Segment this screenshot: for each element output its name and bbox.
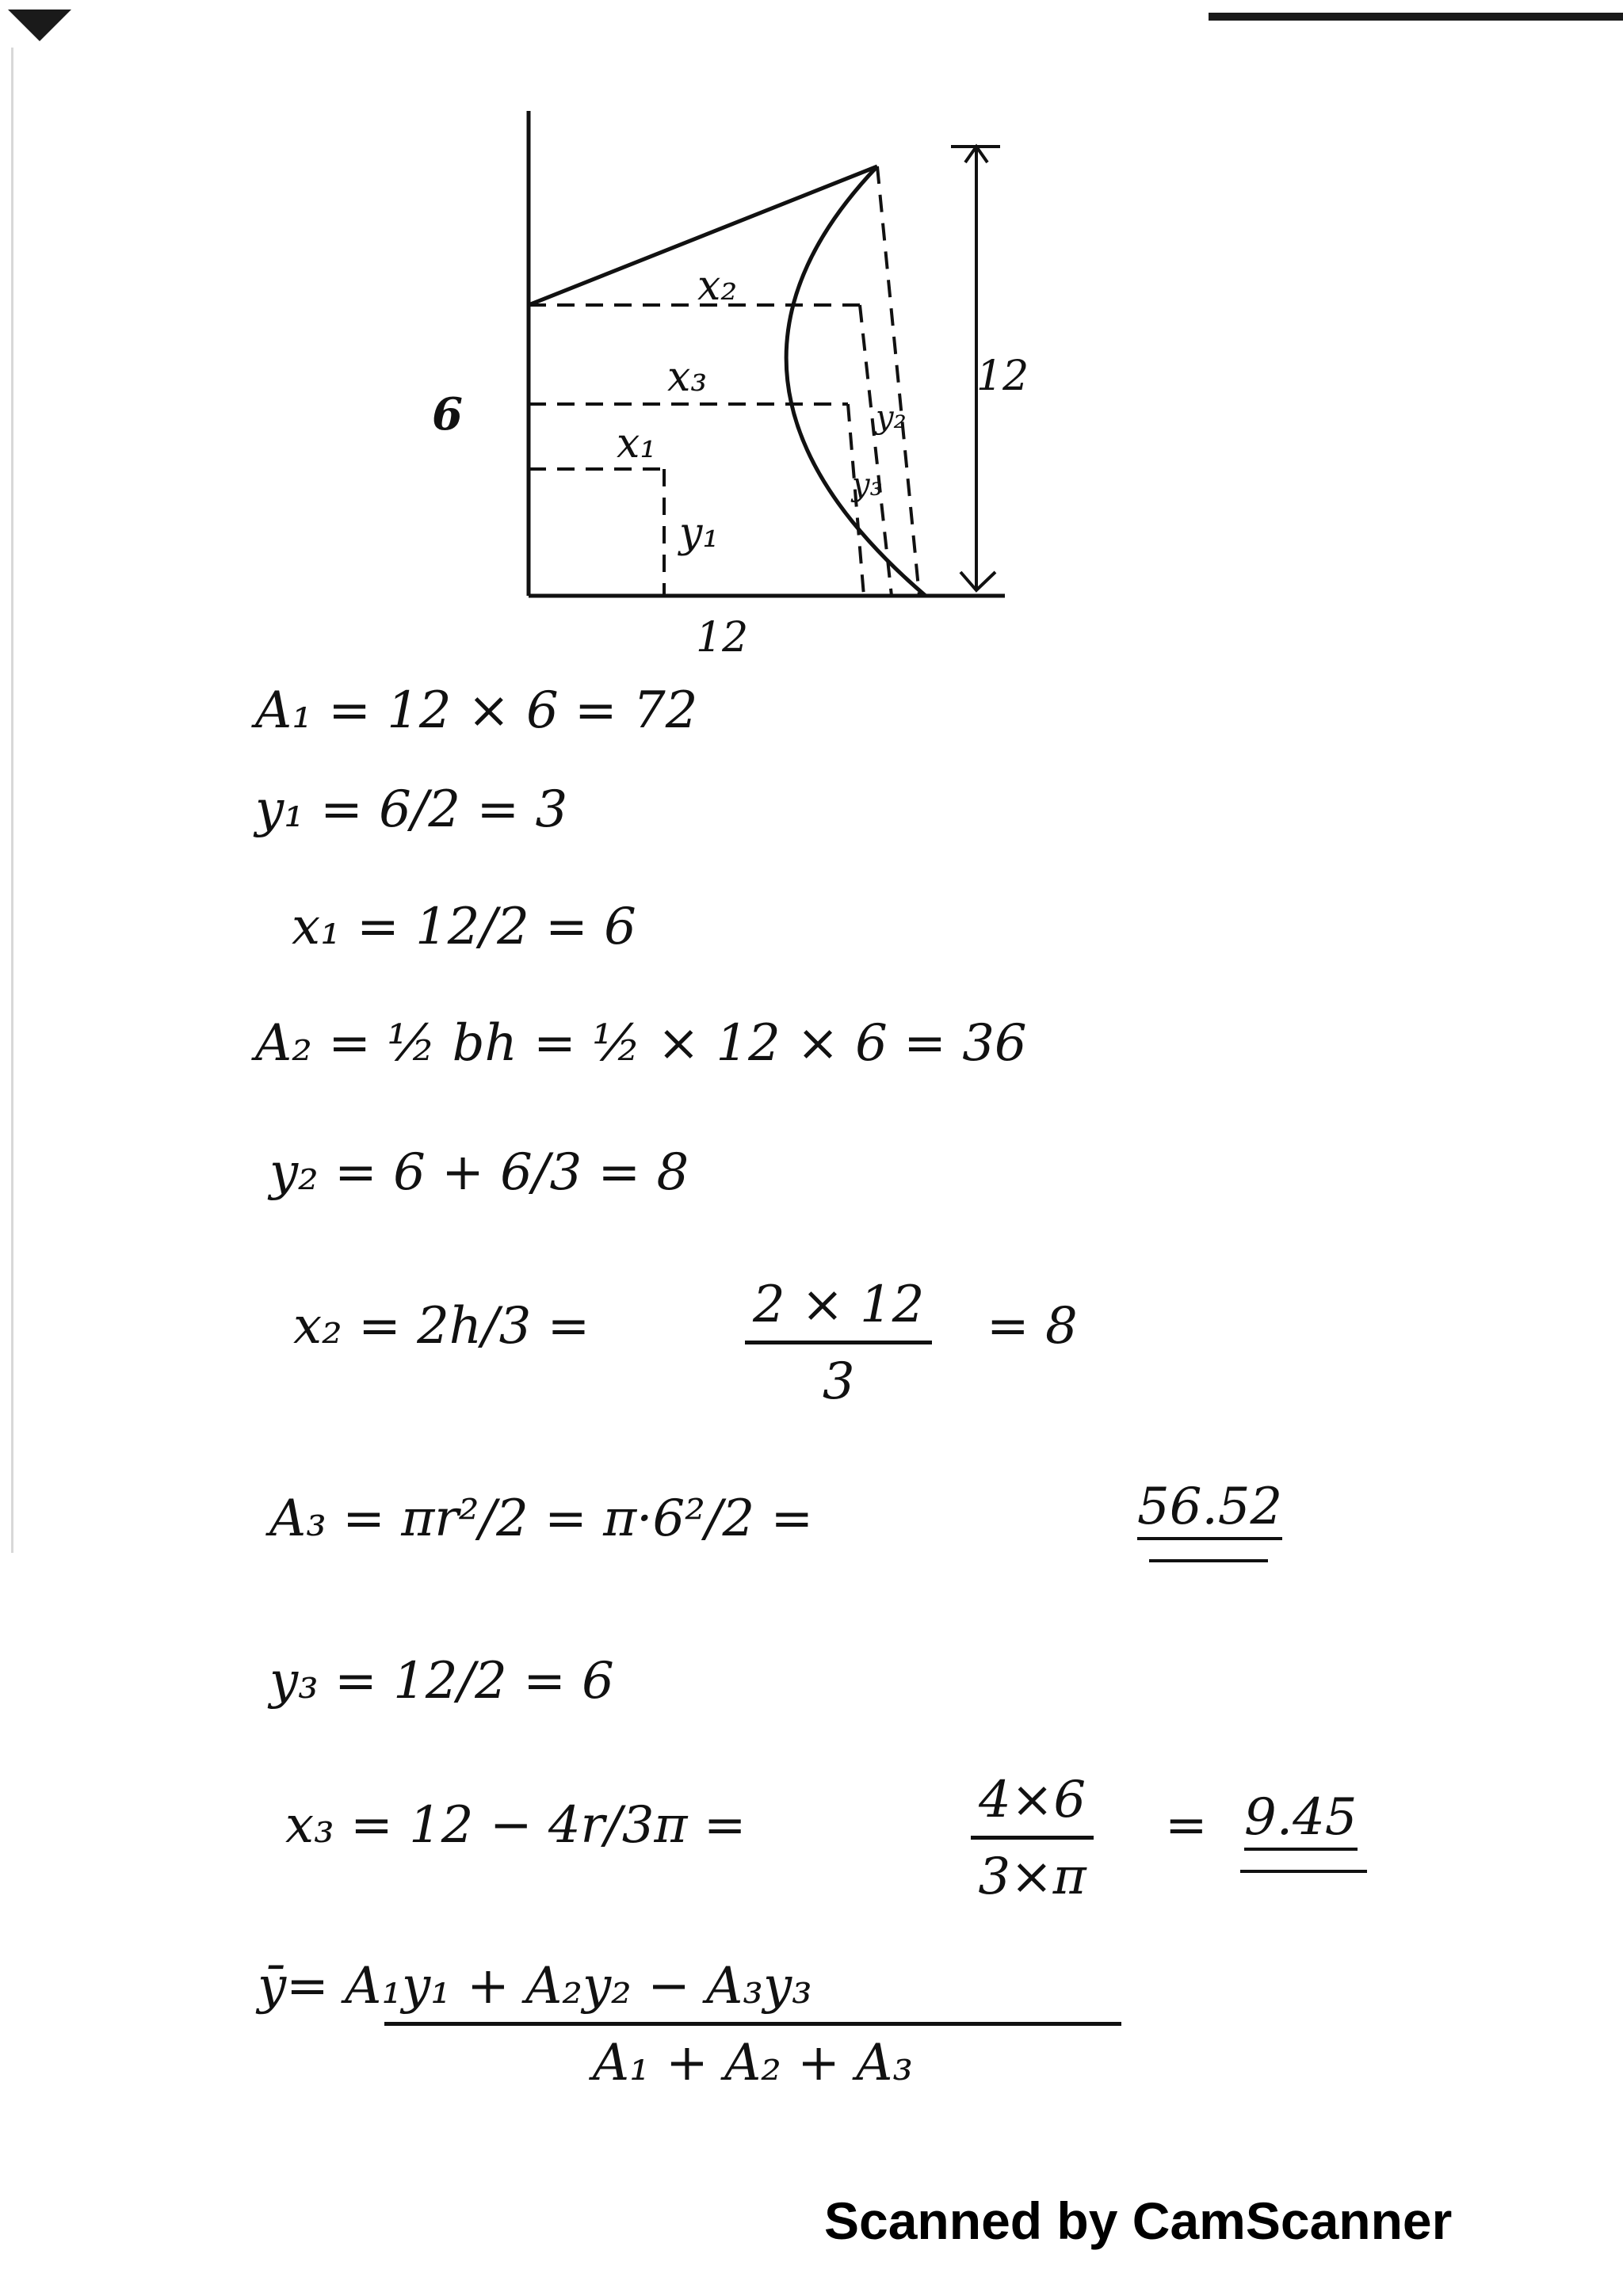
x2-fraction-numerator: 2 × 12 xyxy=(753,1276,925,1334)
x2-fraction xyxy=(745,1276,932,1411)
x3-fraction xyxy=(971,1771,1094,1906)
ybar-fraction xyxy=(250,1957,1121,2092)
x2-fraction-denominator: 3 xyxy=(822,1352,855,1411)
centroid-x3-result: 9.45 xyxy=(1244,1792,1358,1851)
base-width-label: 12 xyxy=(696,614,749,662)
y1-label: y₁ xyxy=(679,509,720,557)
area-a3-result: 56.52 xyxy=(1137,1482,1282,1540)
a3-result-second-underline xyxy=(1149,1559,1268,1562)
x3-fraction-denominator: 3×π xyxy=(978,1848,1086,1906)
camscanner-watermark: Scanned by CamScanner xyxy=(824,2191,1453,2250)
centroid-x2-result: = 8 xyxy=(987,1297,1078,1356)
ybar-denominator: A₁ + A₂ + A₃ xyxy=(592,2034,914,2092)
composite-area-diagram xyxy=(0,0,1623,713)
ybar-numerator: ȳ= A₁y₁ + A₂y₂ − A₃y₃ xyxy=(258,1957,812,2016)
left-height-label: 6 xyxy=(432,388,463,441)
x1-label: x₁ xyxy=(617,420,657,467)
centroid-y3-line: y₃ = 12/2 = 6 xyxy=(269,1652,614,1711)
centroid-y2-line: y₂ = 6 + 6/3 = 8 xyxy=(269,1143,689,1202)
semicircle-arc xyxy=(786,166,926,596)
x3-label: x₃ xyxy=(667,353,708,401)
area-a1-line: A₁ = 12 × 6 = 72 xyxy=(255,681,698,740)
y2-guide-line xyxy=(860,305,892,596)
y2-label: y₂ xyxy=(876,399,907,436)
area-a2-line: A₂ = ½ bh = ½ × 12 × 6 = 36 xyxy=(255,1014,1027,1073)
x3-result-second-underline xyxy=(1240,1870,1367,1873)
triangle-drop-line xyxy=(877,166,919,596)
centroid-x2-lead: x₂ = 2h/3 = xyxy=(293,1297,590,1356)
x3-fraction-numerator: 4×6 xyxy=(979,1771,1086,1829)
right-height-label: 12 xyxy=(976,353,1029,400)
centroid-y1-line: y₁ = 6/2 = 3 xyxy=(255,780,568,839)
area-a3-lead: A₃ = πr²/2 = π·6²/2 = xyxy=(269,1489,814,1548)
centroid-x3-equals: = xyxy=(1165,1796,1208,1855)
centroid-x3-lead: x₃ = 12 − 4r/3π = xyxy=(285,1796,747,1855)
centroid-x1-line: x₁ = 12/2 = 6 xyxy=(292,898,636,956)
y3-label: y₃ xyxy=(852,467,883,503)
x2-label: x₂ xyxy=(697,262,738,310)
